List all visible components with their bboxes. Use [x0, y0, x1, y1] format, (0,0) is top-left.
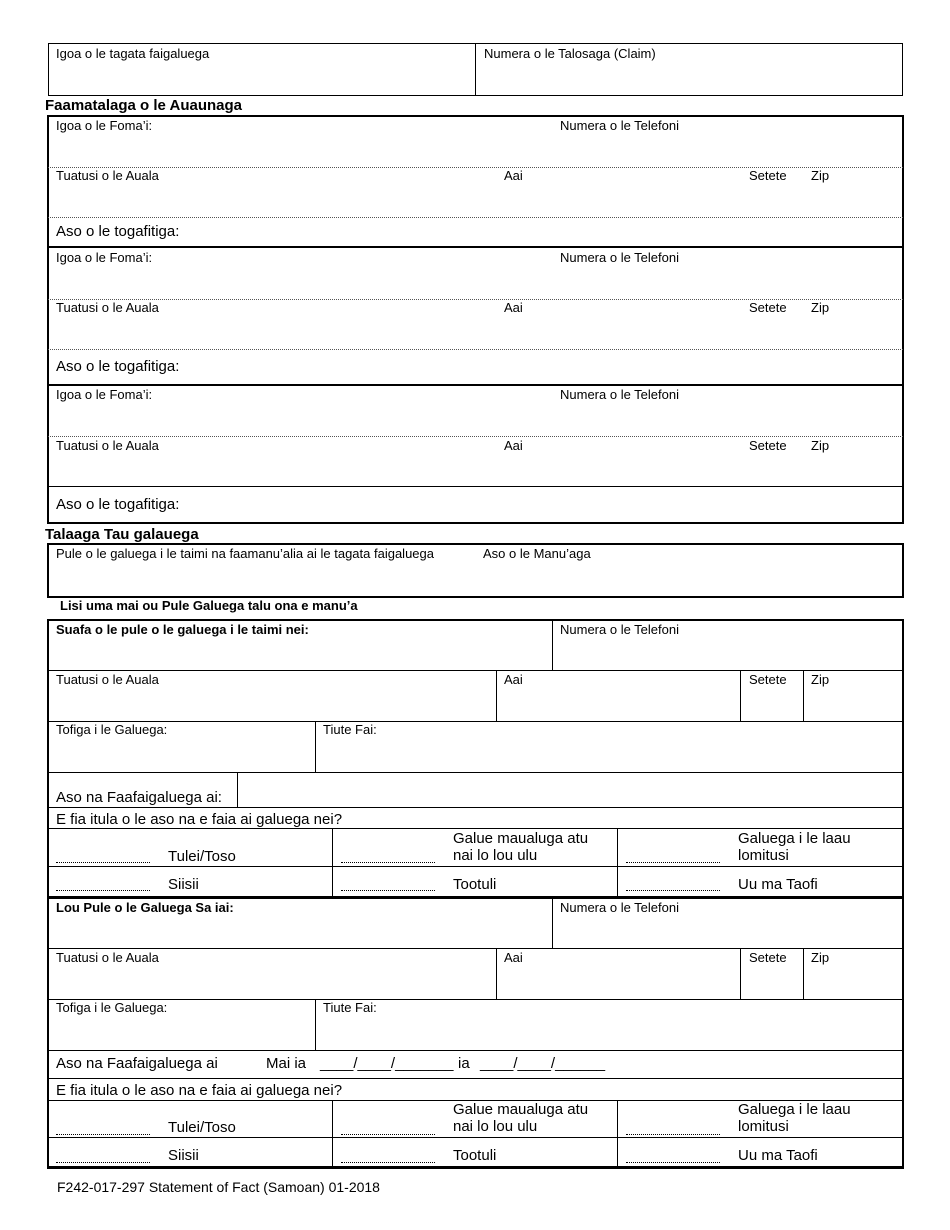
divider	[48, 828, 903, 829]
kneel-label: Tootuli	[453, 876, 497, 893]
from-label: Mai ia	[266, 1055, 307, 1072]
work-above-head-label: Galue maualuga atu nai lo lou ulu	[453, 1101, 589, 1135]
ladder-hours-field[interactable]	[626, 1134, 720, 1135]
pull-push-label: Tulei/Toso	[168, 1119, 236, 1136]
previous-duties-label[interactable]: Tiute Fai:	[323, 1000, 377, 1015]
divider	[496, 670, 497, 721]
divider	[332, 1100, 333, 1167]
to-label: ia	[458, 1055, 470, 1072]
current-employer-phone-label[interactable]: Numera o le Telefoni	[560, 622, 679, 637]
divider	[552, 620, 553, 670]
divider	[48, 866, 903, 867]
kneel-label: Tootuli	[453, 1147, 497, 1164]
previous-employer-street-label[interactable]: Tuatusi o le Auala	[56, 950, 159, 965]
provider-state-label[interactable]: Setete	[749, 438, 787, 453]
previous-employer-phone-label[interactable]: Numera o le Telefoni	[560, 900, 679, 915]
divider	[617, 1100, 618, 1167]
employer-at-injury-label[interactable]: Pule o le galuega i le taimi na faamanu’alia ai le tagata faigaluega	[56, 546, 434, 561]
work-above-head-hours-field[interactable]	[341, 1134, 435, 1135]
stand-stop-hours-field[interactable]	[626, 1162, 720, 1163]
provider-name-label[interactable]: Igoa o le Foma’i:	[56, 118, 153, 133]
pull-push-hours-field[interactable]	[56, 1134, 150, 1135]
ladder-label: Galuega i le laau lomitusi	[738, 1101, 851, 1135]
divider	[48, 436, 903, 437]
divider	[48, 349, 903, 350]
divider	[48, 217, 903, 218]
provider-state-label[interactable]: Setete	[749, 168, 787, 183]
previous-employer-state-label[interactable]: Setete	[749, 950, 787, 965]
provider-section-title: Faamatalaga o le Auaunaga	[45, 97, 243, 114]
kneel-hours-field[interactable]	[341, 890, 435, 891]
divider	[48, 772, 903, 773]
provider-name-label[interactable]: Igoa o le Foma’i:	[56, 250, 153, 265]
divider	[475, 43, 476, 96]
current-employer-state-label[interactable]: Setete	[749, 672, 787, 687]
divider	[803, 948, 804, 999]
ladder-label: Galuega i le laau lomitusi	[738, 830, 851, 864]
divider	[48, 1137, 903, 1138]
provider-phone-label[interactable]: Numera o le Telefoni	[560, 387, 679, 402]
current-hours-question: E fia itula o le aso na e faia ai galuega nei?	[56, 811, 343, 828]
provider-zip-label[interactable]: Zip	[811, 300, 830, 315]
work-above-head-hours-field[interactable]	[341, 862, 435, 863]
provider-street-label[interactable]: Tuatusi o le Auala	[56, 168, 159, 183]
current-job-type-label[interactable]: Tofiga i le Galuega:	[56, 722, 168, 737]
divider	[496, 948, 497, 999]
work-above-head-label: Galue maualuga atu nai lo lou ulu	[453, 830, 589, 864]
divider	[617, 828, 618, 896]
divider	[552, 898, 553, 948]
divider	[803, 670, 804, 721]
divider	[315, 999, 316, 1050]
divider	[48, 1078, 903, 1079]
divider	[48, 384, 903, 386]
ladder-hours-field[interactable]	[626, 862, 720, 863]
provider-city-label[interactable]: Aai	[504, 438, 523, 453]
provider-phone-label[interactable]: Numera o le Telefoni	[560, 118, 679, 133]
stand-stop-hours-field[interactable]	[626, 890, 720, 891]
provider-street-label[interactable]: Tuatusi o le Auala	[56, 300, 159, 315]
pull-push-hours-field[interactable]	[56, 862, 150, 863]
divider	[48, 670, 903, 671]
provider-phone-label[interactable]: Numera o le Telefoni	[560, 250, 679, 265]
work-history-title: Talaaga Tau galauega	[45, 526, 199, 543]
claim-number-label[interactable]: Numera o le Talosaga (Claim)	[484, 46, 656, 61]
to-date-field[interactable]: ____/____/______	[480, 1055, 606, 1072]
provider-zip-label[interactable]: Zip	[811, 168, 830, 183]
stand-stop-label: Uu ma Taofi	[738, 1147, 818, 1164]
divider	[48, 486, 903, 487]
divider	[48, 246, 903, 248]
divider	[332, 828, 333, 896]
previous-days-employed-label: Aso na Faafaigaluega ai	[56, 1055, 218, 1072]
previous-employer-title[interactable]: Lou Pule o le Galuega Sa iai:	[56, 900, 234, 915]
provider-name-label[interactable]: Igoa o le Foma’i:	[56, 387, 153, 402]
current-employer-city-label[interactable]: Aai	[504, 672, 523, 687]
provider-state-label[interactable]: Setete	[749, 300, 787, 315]
divider	[740, 670, 741, 721]
kneel-hours-field[interactable]	[341, 1162, 435, 1163]
divider	[315, 721, 316, 772]
previous-employer-zip-label[interactable]: Zip	[811, 950, 830, 965]
current-days-employed-label[interactable]: Aso na Faafaigaluega ai:	[56, 789, 222, 806]
provider-city-label[interactable]: Aai	[504, 300, 523, 315]
divider	[48, 807, 903, 808]
treatment-date-label[interactable]: Aso o le togafitiga:	[56, 496, 180, 513]
divider	[48, 948, 903, 949]
divider	[48, 1050, 903, 1051]
squat-label: Siisii	[168, 1147, 199, 1164]
divider	[740, 948, 741, 999]
divider	[48, 999, 903, 1000]
current-duties-label[interactable]: Tiute Fai:	[323, 722, 377, 737]
treatment-date-label[interactable]: Aso o le togafitiga:	[56, 223, 180, 240]
from-date-field[interactable]: ____/____/_______	[320, 1055, 454, 1072]
previous-job-type-label[interactable]: Tofiga i le Galuega:	[56, 1000, 168, 1015]
injury-date-label[interactable]: Aso o le Manu’aga	[483, 546, 591, 561]
squat-hours-field[interactable]	[56, 890, 150, 891]
pull-push-label: Tulei/Toso	[168, 848, 236, 865]
current-employer-street-label[interactable]: Tuatusi o le Auala	[56, 672, 159, 687]
treatment-date-label[interactable]: Aso o le togafitiga:	[56, 358, 180, 375]
provider-city-label[interactable]: Aai	[504, 168, 523, 183]
form-id-footer: F242-017-297 Statement of Fact (Samoan) 01-2018	[57, 1179, 380, 1195]
squat-label: Siisii	[168, 876, 199, 893]
divider	[48, 721, 903, 722]
provider-zip-label[interactable]: Zip	[811, 438, 830, 453]
previous-employer-city-label[interactable]: Aai	[504, 950, 523, 965]
divider	[237, 772, 238, 807]
stand-stop-label: Uu ma Taofi	[738, 876, 818, 893]
squat-hours-field[interactable]	[56, 1162, 150, 1163]
worker-name-label[interactable]: Igoa o le tagata faigaluega	[56, 46, 210, 61]
current-employer-title[interactable]: Suafa o le pule o le galuega i le taimi nei:	[56, 622, 309, 637]
current-employer-zip-label[interactable]: Zip	[811, 672, 830, 687]
provider-street-label[interactable]: Tuatusi o le Auala	[56, 438, 159, 453]
previous-hours-question: E fia itula o le aso na e faia ai galuega nei?	[56, 1082, 343, 1099]
list-employers-instruction: Lisi uma mai ou Pule Galuega talu ona e manu’a	[60, 598, 358, 613]
